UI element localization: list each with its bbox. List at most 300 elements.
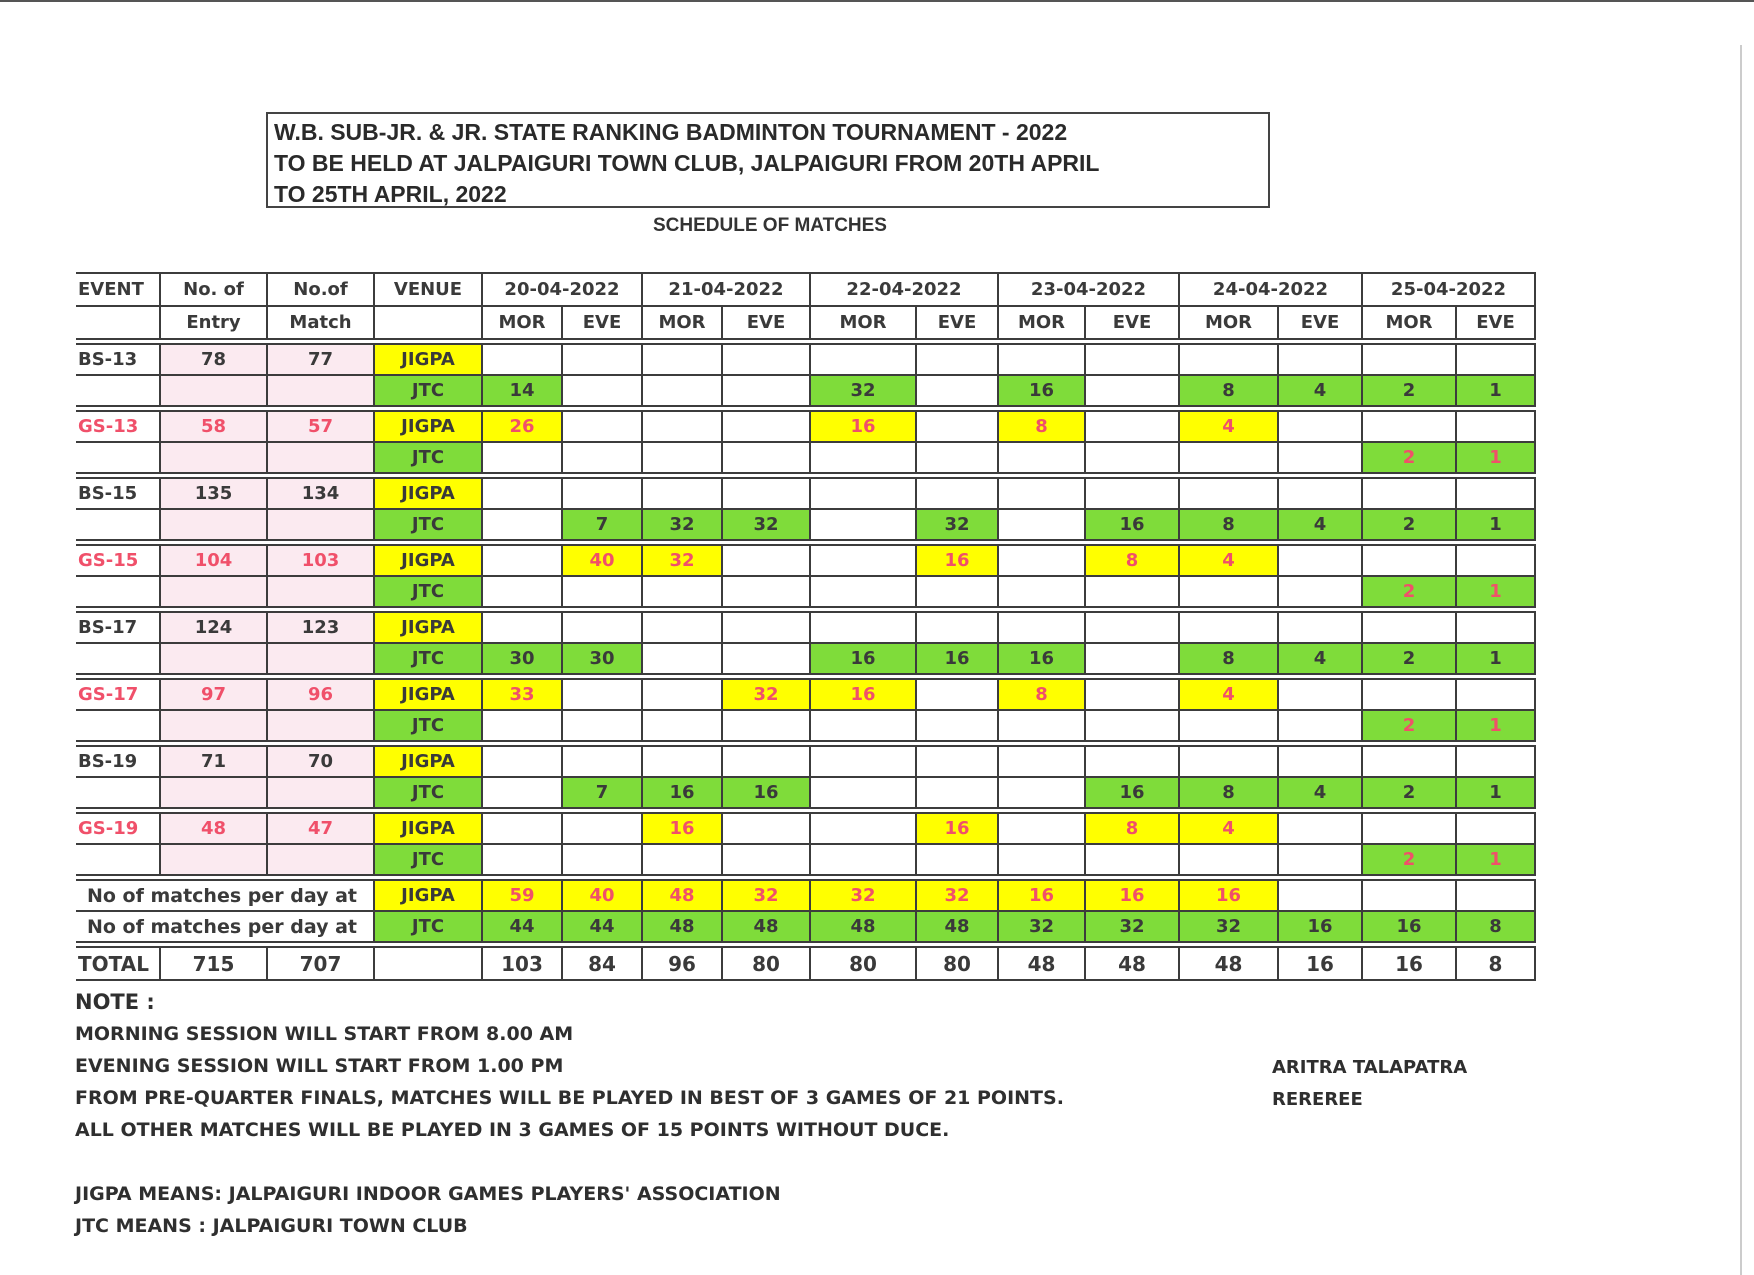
jigpa-match-cell xyxy=(562,612,642,643)
right-edge-line xyxy=(1740,45,1742,1275)
jtc-match-cell xyxy=(1085,844,1179,875)
jigpa-match-cell xyxy=(1456,746,1535,777)
jtc-match-cell xyxy=(562,844,642,875)
session-header: MOR xyxy=(482,306,562,339)
jtc-match-cell: 14 xyxy=(482,375,562,406)
session-header: MOR xyxy=(1362,306,1456,339)
venue-jtc: JTC xyxy=(374,509,482,540)
session-header: MOR xyxy=(1179,306,1278,339)
jigpa-match-cell xyxy=(998,545,1085,576)
event-row-jtc xyxy=(76,710,1535,741)
jtc-match-cell xyxy=(482,777,562,808)
total-cell: 80 xyxy=(722,947,810,980)
per-day-jigpa-cell: 32 xyxy=(722,880,810,911)
session-header: EVE xyxy=(1278,306,1362,339)
jigpa-match-cell xyxy=(722,612,810,643)
jigpa-match-cell xyxy=(642,746,722,777)
jigpa-match-cell xyxy=(562,478,642,509)
jtc-match-cell xyxy=(916,375,998,406)
jtc-match-cell xyxy=(810,710,916,741)
jtc-match-cell: 30 xyxy=(482,643,562,674)
jtc-match-cell xyxy=(1179,710,1278,741)
jigpa-match-cell xyxy=(1278,478,1362,509)
per-day-label: No of matches per day at xyxy=(76,911,374,942)
jtc-match-cell xyxy=(998,509,1085,540)
signatory-role: REREREE xyxy=(1272,1089,1363,1110)
match-blank xyxy=(267,509,374,540)
jtc-match-cell xyxy=(998,777,1085,808)
jtc-match-cell: 32 xyxy=(916,509,998,540)
jtc-match-cell: 16 xyxy=(1085,777,1179,808)
jigpa-match-cell xyxy=(998,344,1085,375)
total-cell: 103 xyxy=(482,947,562,980)
jigpa-match-cell: 8 xyxy=(1085,545,1179,576)
jigpa-match-cell: 16 xyxy=(810,679,916,710)
jigpa-match-cell xyxy=(1278,411,1362,442)
venue-jtc: JTC xyxy=(374,442,482,473)
jigpa-match-cell xyxy=(1179,746,1278,777)
jtc-match-cell xyxy=(482,710,562,741)
venue-jtc: JTC xyxy=(374,576,482,607)
date-header: 22-04-2022 xyxy=(810,273,998,306)
entry-count: 104 xyxy=(160,545,267,576)
jigpa-match-cell xyxy=(642,478,722,509)
jigpa-match-cell xyxy=(916,679,998,710)
jigpa-match-cell xyxy=(916,746,998,777)
jigpa-match-cell xyxy=(1085,478,1179,509)
jigpa-match-cell xyxy=(810,813,916,844)
jtc-match-cell xyxy=(562,442,642,473)
jtc-match-cell: 1 xyxy=(1456,643,1535,674)
jigpa-match-cell xyxy=(1362,344,1456,375)
jigpa-match-cell xyxy=(1085,612,1179,643)
jigpa-match-cell xyxy=(1362,411,1456,442)
venue-jigpa: JIGPA xyxy=(374,813,482,844)
session-header: MOR xyxy=(810,306,916,339)
total-row xyxy=(76,947,1535,980)
notes-section xyxy=(75,986,1064,1146)
session-header: EVE xyxy=(1456,306,1535,339)
per-day-jtc-cell: 48 xyxy=(642,911,722,942)
event-name: GS-19 xyxy=(76,813,160,844)
jtc-match-cell: 2 xyxy=(1362,844,1456,875)
jtc-match-cell: 2 xyxy=(1362,643,1456,674)
match-header: No.of xyxy=(267,273,374,306)
jigpa-match-cell xyxy=(1278,612,1362,643)
jtc-match-cell xyxy=(810,777,916,808)
jtc-match-cell xyxy=(916,710,998,741)
jtc-match-cell xyxy=(1085,710,1179,741)
jtc-match-cell: 1 xyxy=(1456,844,1535,875)
jigpa-match-cell xyxy=(1085,411,1179,442)
jtc-match-cell xyxy=(1179,576,1278,607)
total-cell: 80 xyxy=(916,947,998,980)
entry-blank xyxy=(160,643,267,674)
jigpa-match-cell: 33 xyxy=(482,679,562,710)
venue-jtc: JTC xyxy=(374,643,482,674)
jigpa-match-cell xyxy=(1278,746,1362,777)
jtc-match-cell xyxy=(810,509,916,540)
jtc-match-cell xyxy=(562,710,642,741)
jtc-match-cell xyxy=(998,442,1085,473)
jigpa-match-cell xyxy=(916,411,998,442)
jigpa-match-cell xyxy=(722,411,810,442)
jigpa-match-cell xyxy=(1456,545,1535,576)
jtc-match-cell xyxy=(1278,442,1362,473)
event-row-jigpa xyxy=(76,411,1535,442)
jigpa-match-cell xyxy=(482,612,562,643)
per-day-jtc-cell: 48 xyxy=(810,911,916,942)
jtc-match-cell: 32 xyxy=(642,509,722,540)
per-day-jtc-cell: 16 xyxy=(1362,911,1456,942)
jtc-match-cell xyxy=(642,442,722,473)
event-name: BS-17 xyxy=(76,612,160,643)
jtc-match-cell: 2 xyxy=(1362,509,1456,540)
event-row-jtc xyxy=(76,576,1535,607)
jtc-match-cell: 16 xyxy=(998,375,1085,406)
per-day-jigpa-cell: 32 xyxy=(916,880,998,911)
jigpa-match-cell: 4 xyxy=(1179,545,1278,576)
jigpa-match-cell xyxy=(562,813,642,844)
event-row-jigpa xyxy=(76,746,1535,777)
jigpa-match-cell xyxy=(810,545,916,576)
total-cell: 48 xyxy=(1179,947,1278,980)
jtc-match-cell xyxy=(916,777,998,808)
event-name-blank xyxy=(76,375,160,406)
jigpa-match-cell: 8 xyxy=(998,411,1085,442)
match-count: 123 xyxy=(267,612,374,643)
jtc-match-cell xyxy=(562,375,642,406)
jtc-match-cell xyxy=(998,710,1085,741)
jigpa-match-cell xyxy=(810,612,916,643)
jigpa-match-cell xyxy=(1085,679,1179,710)
jtc-match-cell: 1 xyxy=(1456,442,1535,473)
jigpa-match-cell: 16 xyxy=(916,813,998,844)
event-row-jtc xyxy=(76,442,1535,473)
jigpa-match-cell xyxy=(1456,612,1535,643)
session-header: MOR xyxy=(998,306,1085,339)
per-day-jtc-cell: 32 xyxy=(998,911,1085,942)
per-day-jigpa-cell: 16 xyxy=(998,880,1085,911)
session-header: EVE xyxy=(1085,306,1179,339)
event-row-jtc xyxy=(76,844,1535,875)
jtc-match-cell: 16 xyxy=(722,777,810,808)
jtc-match-cell: 32 xyxy=(810,375,916,406)
session-header: EVE xyxy=(562,306,642,339)
match-blank xyxy=(267,375,374,406)
entry-count: 48 xyxy=(160,813,267,844)
event-name: BS-15 xyxy=(76,478,160,509)
per-day-jtc-cell: 48 xyxy=(916,911,998,942)
jtc-match-cell xyxy=(722,844,810,875)
per-day-jigpa-cell: 48 xyxy=(642,880,722,911)
jigpa-match-cell xyxy=(562,679,642,710)
per-day-jigpa-cell: 16 xyxy=(1085,880,1179,911)
jtc-match-cell xyxy=(482,509,562,540)
per-day-jigpa-cell xyxy=(1278,880,1362,911)
event-name-blank xyxy=(76,844,160,875)
entry-blank xyxy=(160,375,267,406)
entry-header: No. of xyxy=(160,273,267,306)
definitions-section xyxy=(75,1178,781,1242)
per-day-jtc-cell: 32 xyxy=(1085,911,1179,942)
jtc-match-cell xyxy=(722,375,810,406)
per-day-jtc-cell: 32 xyxy=(1179,911,1278,942)
header-row-sessions xyxy=(76,306,1535,339)
jtc-match-cell: 1 xyxy=(1456,777,1535,808)
event-row-jtc xyxy=(76,777,1535,808)
venue-header: VENUE xyxy=(374,273,482,306)
total-cell: 84 xyxy=(562,947,642,980)
date-header: 23-04-2022 xyxy=(998,273,1179,306)
jigpa-match-cell xyxy=(1456,478,1535,509)
jigpa-match-cell xyxy=(1456,679,1535,710)
jtc-match-cell: 2 xyxy=(1362,442,1456,473)
venue-jtc: JTC xyxy=(374,710,482,741)
jigpa-match-cell xyxy=(722,344,810,375)
entry-blank xyxy=(160,710,267,741)
jigpa-match-cell: 16 xyxy=(916,545,998,576)
event-name: GS-17 xyxy=(76,679,160,710)
total-cell: 80 xyxy=(810,947,916,980)
jtc-match-cell: 16 xyxy=(642,777,722,808)
jtc-match-cell: 1 xyxy=(1456,375,1535,406)
per-day-label: No of matches per day at xyxy=(76,880,374,911)
jtc-match-cell xyxy=(998,844,1085,875)
event-row-jigpa xyxy=(76,813,1535,844)
jigpa-match-cell xyxy=(1278,679,1362,710)
jigpa-match-cell xyxy=(998,478,1085,509)
venue-jigpa: JIGPA xyxy=(374,880,482,911)
jigpa-match-cell xyxy=(998,612,1085,643)
event-row-jigpa xyxy=(76,679,1535,710)
jigpa-match-cell xyxy=(722,478,810,509)
per-day-jtc-cell: 44 xyxy=(482,911,562,942)
jigpa-match-cell xyxy=(810,478,916,509)
venue-jtc: JTC xyxy=(374,375,482,406)
jtc-match-cell xyxy=(810,576,916,607)
venue-header-blank xyxy=(374,306,482,339)
date-header: 24-04-2022 xyxy=(1179,273,1362,306)
per-day-jigpa-cell: 40 xyxy=(562,880,642,911)
jtc-match-cell: 32 xyxy=(722,509,810,540)
match-blank xyxy=(267,777,374,808)
jtc-match-cell xyxy=(642,710,722,741)
jigpa-match-cell xyxy=(482,813,562,844)
per-day-jtc-cell: 48 xyxy=(722,911,810,942)
jtc-definition: JTC MEANS : JALPAIGURI TOWN CLUB xyxy=(75,1215,468,1237)
jtc-match-cell xyxy=(722,643,810,674)
jigpa-match-cell xyxy=(1362,746,1456,777)
jigpa-match-cell xyxy=(562,411,642,442)
jtc-match-cell: 8 xyxy=(1179,777,1278,808)
jtc-match-cell xyxy=(1085,375,1179,406)
jigpa-match-cell xyxy=(642,612,722,643)
jigpa-match-cell xyxy=(722,813,810,844)
signature-block xyxy=(1272,1052,1467,1116)
entry-header-line2: Entry xyxy=(160,306,267,339)
session-header: EVE xyxy=(916,306,998,339)
jigpa-match-cell xyxy=(642,679,722,710)
per-day-jigpa-cell: 59 xyxy=(482,880,562,911)
jtc-match-cell: 8 xyxy=(1179,643,1278,674)
match-blank xyxy=(267,442,374,473)
jtc-match-cell xyxy=(642,844,722,875)
total-label: TOTAL xyxy=(76,947,160,980)
total-cell: 96 xyxy=(642,947,722,980)
jtc-match-cell: 1 xyxy=(1456,710,1535,741)
match-count: 103 xyxy=(267,545,374,576)
venue-jigpa: JIGPA xyxy=(374,411,482,442)
match-count: 96 xyxy=(267,679,374,710)
jtc-match-cell xyxy=(642,643,722,674)
per-day-jigpa-cell: 32 xyxy=(810,880,916,911)
entry-count: 78 xyxy=(160,344,267,375)
event-row-jigpa xyxy=(76,545,1535,576)
jtc-match-cell: 30 xyxy=(562,643,642,674)
match-count: 70 xyxy=(267,746,374,777)
jtc-match-cell xyxy=(642,375,722,406)
venue-jigpa: JIGPA xyxy=(374,679,482,710)
total-venue-blank xyxy=(374,947,482,980)
jtc-match-cell: 1 xyxy=(1456,576,1535,607)
jtc-match-cell xyxy=(998,576,1085,607)
jigpa-match-cell xyxy=(1456,813,1535,844)
jigpa-match-cell: 32 xyxy=(722,679,810,710)
match-blank xyxy=(267,844,374,875)
event-row-jigpa xyxy=(76,478,1535,509)
schedule-table xyxy=(76,272,1536,981)
venue-jigpa: JIGPA xyxy=(374,545,482,576)
event-header-blank xyxy=(76,306,160,339)
session-header: EVE xyxy=(722,306,810,339)
event-name: BS-19 xyxy=(76,746,160,777)
venue-jigpa: JIGPA xyxy=(374,612,482,643)
jigpa-match-cell xyxy=(1362,679,1456,710)
jigpa-match-cell xyxy=(1456,411,1535,442)
total-cell: 16 xyxy=(1278,947,1362,980)
jigpa-match-cell xyxy=(998,813,1085,844)
jtc-match-cell xyxy=(482,442,562,473)
note-line: MORNING SESSION WILL START FROM 8.00 AM xyxy=(75,1023,574,1045)
entry-blank xyxy=(160,777,267,808)
entry-blank xyxy=(160,576,267,607)
entry-blank xyxy=(160,509,267,540)
jigpa-match-cell xyxy=(562,746,642,777)
signatory-name: ARITRA TALAPATRA xyxy=(1272,1057,1468,1078)
entry-count: 135 xyxy=(160,478,267,509)
total-cell: 8 xyxy=(1456,947,1535,980)
jigpa-match-cell xyxy=(916,612,998,643)
per-day-jtc-cell: 44 xyxy=(562,911,642,942)
event-row-jtc xyxy=(76,509,1535,540)
date-header: 25-04-2022 xyxy=(1362,273,1535,306)
jtc-match-cell: 2 xyxy=(1362,576,1456,607)
event-name-blank xyxy=(76,442,160,473)
entry-count: 58 xyxy=(160,411,267,442)
match-blank xyxy=(267,710,374,741)
entry-blank xyxy=(160,442,267,473)
venue-jigpa: JIGPA xyxy=(374,478,482,509)
jtc-match-cell xyxy=(1085,442,1179,473)
jigpa-match-cell xyxy=(998,746,1085,777)
jigpa-match-cell: 16 xyxy=(810,411,916,442)
jigpa-match-cell xyxy=(1085,746,1179,777)
event-row-jigpa xyxy=(76,344,1535,375)
per-day-jigpa-cell xyxy=(1362,880,1456,911)
jtc-match-cell xyxy=(642,576,722,607)
jigpa-match-cell xyxy=(916,344,998,375)
jtc-match-cell xyxy=(482,844,562,875)
entry-count: 71 xyxy=(160,746,267,777)
match-blank xyxy=(267,576,374,607)
event-header: EVENT xyxy=(76,273,160,306)
jigpa-match-cell xyxy=(1278,813,1362,844)
jtc-match-cell xyxy=(1085,643,1179,674)
jigpa-match-cell xyxy=(482,478,562,509)
jigpa-match-cell: 8 xyxy=(1085,813,1179,844)
per-day-jtc-cell: 8 xyxy=(1456,911,1535,942)
schedule-subtitle: SCHEDULE OF MATCHES xyxy=(653,215,887,236)
jtc-match-cell xyxy=(482,576,562,607)
per-day-jtc-row xyxy=(76,911,1535,942)
jtc-match-cell: 4 xyxy=(1278,509,1362,540)
venue-jtc: JTC xyxy=(374,911,482,942)
match-count: 134 xyxy=(267,478,374,509)
jigpa-match-cell xyxy=(1278,344,1362,375)
jigpa-match-cell xyxy=(1179,478,1278,509)
event-name-blank xyxy=(76,576,160,607)
jigpa-match-cell xyxy=(916,478,998,509)
match-count: 77 xyxy=(267,344,374,375)
jigpa-match-cell xyxy=(722,545,810,576)
top-border-line xyxy=(0,0,1754,2)
jigpa-match-cell: 16 xyxy=(642,813,722,844)
entry-count: 124 xyxy=(160,612,267,643)
jigpa-match-cell: 4 xyxy=(1179,679,1278,710)
jtc-match-cell xyxy=(810,442,916,473)
per-day-jigpa-cell xyxy=(1456,880,1535,911)
jigpa-match-cell xyxy=(482,746,562,777)
date-header: 21-04-2022 xyxy=(642,273,810,306)
total-cell: 48 xyxy=(998,947,1085,980)
jtc-match-cell xyxy=(722,576,810,607)
match-blank xyxy=(267,643,374,674)
jtc-match-cell xyxy=(1278,710,1362,741)
event-name: GS-15 xyxy=(76,545,160,576)
match-count: 47 xyxy=(267,813,374,844)
jigpa-match-cell xyxy=(1179,612,1278,643)
note-line: FROM PRE-QUARTER FINALS, MATCHES WILL BE PLAYED IN BEST OF 3 GAMES OF 21 POINTS. xyxy=(75,1087,1064,1109)
jtc-match-cell: 16 xyxy=(810,643,916,674)
event-name-blank xyxy=(76,710,160,741)
venue-jigpa: JIGPA xyxy=(374,746,482,777)
title-line-2: TO BE HELD AT JALPAIGURI TOWN CLUB, JALPAIGURI FROM 20TH APRIL xyxy=(274,150,1100,176)
jtc-match-cell: 16 xyxy=(998,643,1085,674)
total-cell: 48 xyxy=(1085,947,1179,980)
jtc-match-cell xyxy=(916,844,998,875)
jtc-match-cell xyxy=(916,576,998,607)
jtc-match-cell: 16 xyxy=(916,643,998,674)
event-row-jtc xyxy=(76,375,1535,406)
jigpa-match-cell xyxy=(1362,813,1456,844)
match-header-line2: Match xyxy=(267,306,374,339)
date-header: 20-04-2022 xyxy=(482,273,642,306)
event-name-blank xyxy=(76,777,160,808)
jtc-match-cell xyxy=(1278,844,1362,875)
jtc-match-cell: 7 xyxy=(562,777,642,808)
jigpa-match-cell: 4 xyxy=(1179,813,1278,844)
